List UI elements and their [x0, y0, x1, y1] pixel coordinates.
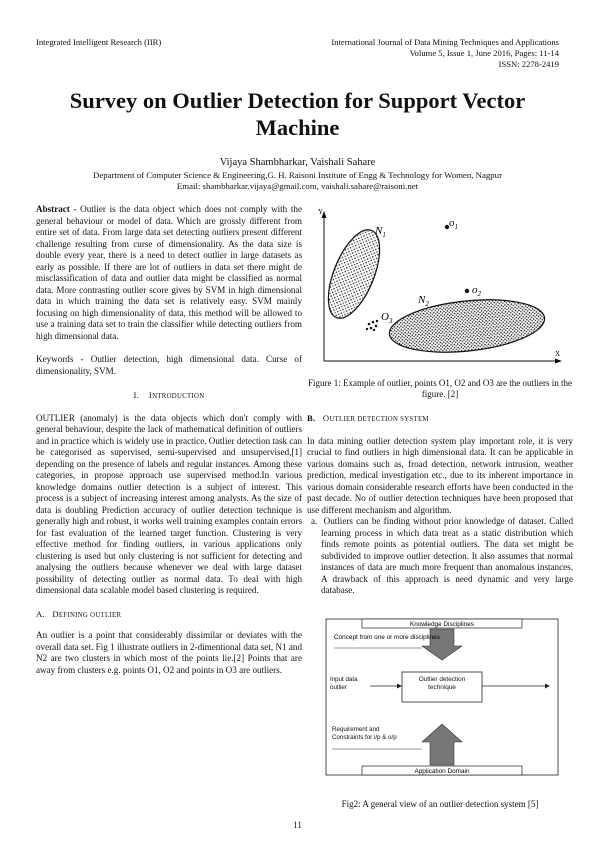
figure-2-diagram — [322, 616, 562, 778]
cluster-n1 — [318, 223, 390, 325]
outlier-group-o3 — [366, 320, 378, 331]
section-title-rest: NTRODUCTION — [152, 393, 205, 400]
approach-list — [307, 516, 573, 597]
list-item — [307, 516, 573, 597]
figure-1-caption: Figure 1: Example of outlier, points O1, O2 and O3 are the outliers in the figure. [2] — [307, 378, 573, 399]
list-item-text: Outliers can be finding without prior knowledge of dataset. Called learning process in which data treat as a static distribution which finds remote points as potential outliers. The data set might be subdivided to improve outlier detection. It also assumes that normal instances of data are much more frequent than anomalous instances. A drawback of this approach is need dynamic and very large database. — [321, 516, 573, 595]
journal-issn: ISSN: 2278-2419 — [498, 59, 559, 69]
subsection-title-rest: EFINING OUTLIER — [58, 611, 122, 619]
journal-header-left: Integrated Intelligent Research (IIR) — [36, 37, 162, 47]
x-axis-arrow — [555, 359, 562, 364]
section-outlier-detection-system-heading — [307, 413, 573, 426]
figure-2-caption: Fig2: A general view of an outlier detection system [5] — [341, 799, 539, 809]
requirement-label: Requirement and Constraints for i/p & o/p — [332, 726, 397, 741]
up-arrow-application — [422, 724, 462, 765]
y-axis-label: Y — [318, 208, 324, 216]
application-domain-label: Application Domain — [414, 768, 470, 775]
paper-authors: Vijaya Shambharkar, Vaishali Sahare — [219, 157, 376, 168]
x-axis-label: X — [555, 350, 561, 358]
section-first-letter: I — [148, 390, 153, 400]
section-number: I. — [133, 390, 140, 400]
left-column — [36, 204, 302, 676]
paper-title-line2: Machine — [255, 115, 340, 140]
author-affiliation — [40, 170, 555, 192]
affiliation-text: Department of Computer Science & Engineering,G. H. Raisoni Institute of Engg & Technology for Women, Nagpur — [92, 170, 503, 180]
outlier-o1-label: $o_1$ — [449, 217, 458, 231]
section-introduction-heading — [36, 390, 302, 403]
technique-text-wrap — [406, 676, 478, 700]
journal-volume: Volume 5, Issue 1, June 2016, Pages: 11-14 — [409, 48, 559, 58]
outlier-o2-point — [465, 289, 469, 293]
outlier-o2-label: $o_2$ — [472, 284, 481, 298]
input-label: Input data outlier — [330, 676, 358, 691]
paper-title-line1: Survey on Outlier Detection for Support Vector — [69, 88, 526, 113]
list-item-marker: a. — [311, 516, 318, 526]
figure-2 — [322, 616, 562, 778]
subsection-b-number: B. — [307, 413, 316, 423]
page-number: 11 — [293, 820, 302, 830]
figure-1 — [312, 206, 562, 370]
journal-name: International Journal of Data Mining Techniques and Applications — [331, 37, 559, 47]
abstract-text: - Outlier is the data object which does not comply with the general behaviour or model of data. Which are grossly different from entire set of data. From large data set detecting outliers present different challenge resulting from curse of dimensionality. As the data size is double every year, there is a need to detect outlier in large datasets as early as possible. If there are lot of outliers in data set there might de misclassification of data and outlier data might be classified as normal data. More contrasting outlier score gives by SVM in high dimensional data in which training the data set is relatively easy. SVM mainly focusing on high dimensionality of data, this method will be allowed to use a training data set to train the classifier while detecting outliers from high dimensional data. — [36, 204, 302, 341]
input-arrow-head — [397, 684, 402, 689]
author-email: Email: shambharkar.vijaya@gmail.com, vaishali.sahare@raisoni.net — [176, 181, 419, 191]
subsection-b-first-letter: O — [322, 413, 330, 423]
figure-1-plot — [312, 206, 562, 370]
output-arrow-head — [545, 684, 550, 689]
knowledge-disciplines-label: Knowledge Disciplines — [410, 621, 474, 628]
cluster-n2-label: $N_2$ — [418, 294, 429, 308]
keywords: Keywords - Outlier detection, high dimensional data. Curse of dimensionality, SVM. — [36, 354, 302, 376]
requirement-text-wrap — [332, 726, 412, 748]
paper-title — [40, 87, 555, 141]
abstract — [36, 204, 302, 342]
input-text-wrap — [330, 676, 376, 696]
abstract-label: Abstract — [36, 204, 70, 214]
concept-label-line: Concept from one or more disciplines — [334, 634, 440, 641]
technique-label: Outlier detection technique — [418, 676, 466, 691]
outlier-o3-label: $O_3$ — [381, 311, 393, 325]
cluster-n1-label: $N_1$ — [375, 225, 386, 239]
journal-header-right — [229, 37, 559, 70]
subsection-first-letter: D — [52, 608, 59, 619]
right-column — [307, 413, 573, 597]
subsection-b-title-rest: UTLIER DETECTION SYSTEM — [329, 416, 429, 423]
cluster-n2 — [387, 293, 547, 359]
section-defining-outlier-heading — [36, 609, 302, 622]
subsection-number: A. — [36, 608, 45, 619]
defining-outlier-text: An outlier is a point that considerably dissimilar or deviates with the overall data set. Fig 1 illustrate outliers in 2-dimentional data set, N1 and N2 are two clusters in which most of the points lie.[2] Points that are away from clusters e.g. points O1, O2 and points in O3 are outliers. — [36, 630, 302, 675]
introduction-text: OUTLIER (anomaly) is the data objects which don't comply with general behaviour, despite the lack of mathematical definition of outliers and in practice which is widely use in practice. Outlier detection task can be categorised as supervised, semi-supervised and unsupervised,[1] depending on the presence of labels and regular instances. Among these categories, in propose approach use supervised method.In various knowledge domains outlier detection is a subject of interest. This process is a subject of increasing interest among analysts. As the size of data is doubling Prediction accuracy of outlier detection technique is generally high and robust, it works well training examples contain errors for fast evaluation of the learned target function. Clustering is very effective method for finding outliers, in various applications only clustering is used but only clustering is not sufficient for detecting and analysing the outliers because whenever we deal with large dataset possibility of detecting outlier as normal data. To deal with high dimensional data scalable model based clustering is required. — [36, 412, 302, 595]
outlier-detection-system-text: In data mining outlier detection system play important role, it is very crucial to find outliers in high dimensional data. It can be applicable in various domains such as, froad detection, network intrusion, weather prediction, medical investigation etc., due to its inherent importance in various domain considerable research efforts have been conducted in the past decade. No of outlier detection techniques have been proposed that use different mechanism and algorithm. — [307, 435, 573, 515]
